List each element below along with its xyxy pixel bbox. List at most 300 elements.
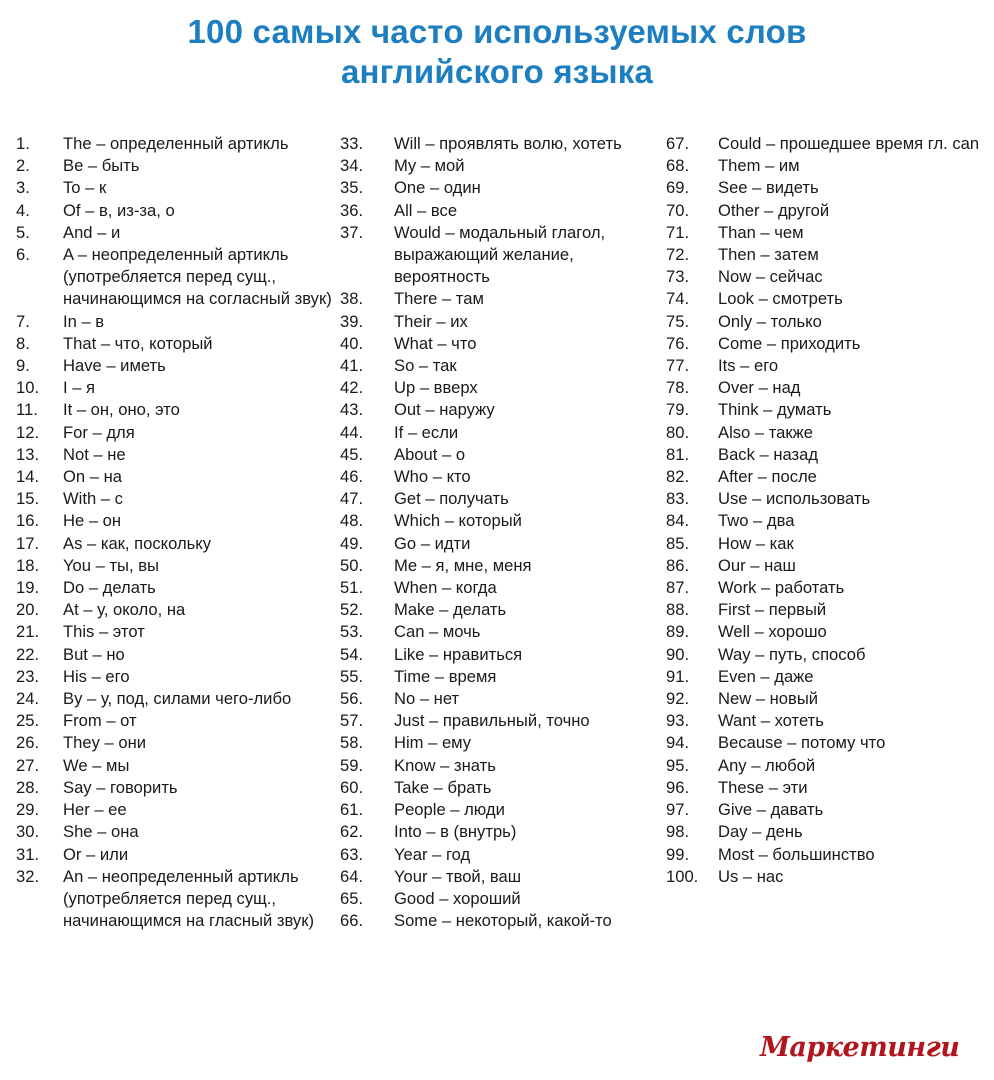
item-number: 77. <box>666 356 690 376</box>
item-text: And – и <box>63 222 121 242</box>
item-number: 62. <box>340 822 364 842</box>
item-number: 71. <box>666 222 690 242</box>
item-number: 15. <box>16 489 40 509</box>
list-item <box>16 599 336 621</box>
item-number: 23. <box>16 666 40 686</box>
item-text: Day – день <box>718 822 803 842</box>
item-text: Can – мочь <box>394 622 481 642</box>
list-item <box>666 710 986 732</box>
item-number: 69. <box>666 178 690 198</box>
item-text: For – для <box>63 422 135 442</box>
list-item <box>666 577 986 599</box>
list-item <box>340 710 660 732</box>
item-text: Them – им <box>718 156 800 176</box>
item-text: Would – модальный глагол, выражающий желание, вероятность <box>394 222 606 287</box>
item-text: Most – большинство <box>718 844 875 864</box>
list-item <box>340 355 660 377</box>
item-number: 75. <box>666 311 690 331</box>
list-item <box>340 288 660 310</box>
item-number: 76. <box>666 333 690 353</box>
item-text: Be – быть <box>63 156 140 176</box>
item-number: 79. <box>666 400 690 420</box>
list-item <box>666 133 986 155</box>
word-column-3 <box>666 133 986 888</box>
item-number: 34. <box>340 156 364 176</box>
item-number: 54. <box>340 644 364 664</box>
list-item <box>16 844 336 866</box>
list-item <box>16 399 336 421</box>
list-item <box>340 177 660 199</box>
item-text: Have – иметь <box>63 356 166 376</box>
item-text: They – они <box>63 733 147 753</box>
item-number: 41. <box>340 356 364 376</box>
item-number: 48. <box>340 511 364 531</box>
item-text: Use – использовать <box>718 489 871 509</box>
item-number: 50. <box>340 555 364 575</box>
item-text: About – о <box>394 444 466 464</box>
item-text: Some – некоторый, какой-то <box>394 911 612 931</box>
item-text: Your – твой, ваш <box>394 866 522 886</box>
item-text: On – на <box>63 467 122 487</box>
item-number: 24. <box>16 689 40 709</box>
item-number: 82. <box>666 467 690 487</box>
item-text: Get – получать <box>394 489 509 509</box>
list-item <box>16 244 336 311</box>
list-item <box>340 621 660 643</box>
item-text: Its – его <box>718 356 779 376</box>
list-item <box>666 533 986 555</box>
list-item <box>340 644 660 666</box>
item-text: Their – их <box>394 311 468 331</box>
item-text: Back – назад <box>718 444 819 464</box>
list-item <box>16 710 336 732</box>
item-text: Do – делать <box>63 578 156 598</box>
list-item <box>340 377 660 399</box>
item-number: 4. <box>16 200 30 220</box>
item-text: Up – вверх <box>394 378 478 398</box>
page-title <box>0 12 994 92</box>
item-text: All – все <box>394 200 458 220</box>
item-text: Our – наш <box>718 555 796 575</box>
item-text: Other – другой <box>718 200 830 220</box>
list-item <box>666 355 986 377</box>
item-text: Or – или <box>63 844 129 864</box>
item-text: New – новый <box>718 689 819 709</box>
list-item <box>666 644 986 666</box>
list-item <box>16 333 336 355</box>
item-text: What – что <box>394 333 477 353</box>
item-text: So – так <box>394 356 457 376</box>
item-number: 46. <box>340 467 364 487</box>
item-number: 40. <box>340 333 364 353</box>
item-text: Good – хороший <box>394 888 521 908</box>
item-text: Who – кто <box>394 467 471 487</box>
item-text: If – если <box>394 422 459 442</box>
item-number: 39. <box>340 311 364 331</box>
list-item <box>16 133 336 155</box>
list-item <box>16 821 336 843</box>
item-number: 25. <box>16 711 40 731</box>
list-item <box>666 333 986 355</box>
list-item <box>340 599 660 621</box>
list-item <box>16 510 336 532</box>
item-number: 3. <box>16 178 30 198</box>
item-text: I – я <box>63 378 96 398</box>
item-number: 66. <box>340 911 364 931</box>
item-text: Give – давать <box>718 800 824 820</box>
item-number: 68. <box>666 156 690 176</box>
item-text: Say – говорить <box>63 777 178 797</box>
item-number: 88. <box>666 600 690 620</box>
list-item <box>340 133 660 155</box>
item-text: These – эти <box>718 777 808 797</box>
list-item <box>16 200 336 222</box>
list-item <box>16 644 336 666</box>
item-text: Way – путь, способ <box>718 644 866 664</box>
item-text: Think – думать <box>718 400 832 420</box>
item-number: 16. <box>16 511 40 531</box>
item-number: 55. <box>340 666 364 686</box>
item-text: Make – делать <box>394 600 507 620</box>
item-text: From – от <box>63 711 137 731</box>
item-text: As – как, поскольку <box>63 533 212 553</box>
item-text: In – в <box>63 311 105 331</box>
list-item <box>340 422 660 444</box>
item-text: To – к <box>63 178 107 198</box>
item-text: When – когда <box>394 578 497 598</box>
item-number: 36. <box>340 200 364 220</box>
item-number: 27. <box>16 755 40 775</box>
list-item <box>340 555 660 577</box>
item-number: 86. <box>666 555 690 575</box>
item-number: 9. <box>16 356 30 376</box>
list-item <box>666 155 986 177</box>
list-item <box>666 377 986 399</box>
item-number: 95. <box>666 755 690 775</box>
item-number: 84. <box>666 511 690 531</box>
list-item <box>340 155 660 177</box>
item-number: 7. <box>16 311 30 331</box>
item-text: My – мой <box>394 156 465 176</box>
list-item <box>340 577 660 599</box>
list-item <box>666 311 986 333</box>
item-number: 83. <box>666 489 690 509</box>
list-item <box>16 311 336 333</box>
item-text: Which – который <box>394 511 522 531</box>
item-text: This – этот <box>63 622 145 642</box>
item-text: Well – хорошо <box>718 622 827 642</box>
list-item <box>666 844 986 866</box>
item-number: 13. <box>16 444 40 464</box>
item-number: 96. <box>666 777 690 797</box>
item-text: At – у, около, на <box>63 600 186 620</box>
item-number: 12. <box>16 422 40 442</box>
word-column-2 <box>340 133 660 932</box>
item-text: One – один <box>394 178 481 198</box>
list-item <box>16 533 336 555</box>
item-number: 61. <box>340 800 364 820</box>
title-line-1: 100 самых часто используемых слов <box>187 13 807 50</box>
item-number: 89. <box>666 622 690 642</box>
list-item <box>666 444 986 466</box>
item-number: 18. <box>16 555 40 575</box>
item-number: 14. <box>16 467 40 487</box>
item-number: 70. <box>666 200 690 220</box>
list-item <box>340 799 660 821</box>
item-text: His – его <box>63 666 130 686</box>
list-item <box>16 688 336 710</box>
item-number: 91. <box>666 666 690 686</box>
item-text: Also – также <box>718 422 813 442</box>
item-number: 6. <box>16 245 30 265</box>
list-item <box>666 621 986 643</box>
list-item <box>340 688 660 710</box>
item-number: 1. <box>16 134 30 153</box>
item-number: 8. <box>16 333 30 353</box>
item-text: You – ты, вы <box>63 555 159 575</box>
item-text: First – первый <box>718 600 827 620</box>
item-number: 45. <box>340 444 364 464</box>
list-item <box>340 732 660 754</box>
item-text: The – определенный артикль <box>63 134 289 153</box>
list-item <box>340 510 660 532</box>
item-number: 78. <box>666 378 690 398</box>
item-number: 33. <box>340 134 364 153</box>
item-number: 65. <box>340 888 364 908</box>
item-number: 51. <box>340 578 364 598</box>
item-text: People – люди <box>394 800 505 820</box>
item-text: Him – ему <box>394 733 472 753</box>
item-number: 11. <box>16 400 38 420</box>
list-item <box>340 866 660 888</box>
list-item <box>340 444 660 466</box>
list-item <box>340 533 660 555</box>
item-text: Over – над <box>718 378 801 398</box>
item-text: Me – я, мне, меня <box>394 555 532 575</box>
list-item <box>666 288 986 310</box>
item-number: 19. <box>16 578 40 598</box>
item-text: But – но <box>63 644 125 664</box>
item-number: 22. <box>16 644 40 664</box>
item-text: Only – только <box>718 311 822 331</box>
item-number: 30. <box>16 822 40 842</box>
list-item <box>666 222 986 244</box>
list-item <box>340 488 660 510</box>
item-text: With – с <box>63 489 123 509</box>
list-item <box>16 621 336 643</box>
item-number: 57. <box>340 711 364 731</box>
item-text: Look – смотреть <box>718 289 843 309</box>
item-number: 31. <box>16 844 40 864</box>
item-text: Go – идти <box>394 533 471 553</box>
item-number: 26. <box>16 733 40 753</box>
item-number: 56. <box>340 689 364 709</box>
list-item <box>666 732 986 754</box>
item-text: Just – правильный, точно <box>394 711 590 731</box>
item-number: 64. <box>340 866 364 886</box>
list-item <box>666 599 986 621</box>
item-number: 67. <box>666 134 690 153</box>
item-number: 87. <box>666 578 690 598</box>
brand-logo: Маркетинги <box>760 1032 960 1063</box>
item-text: Us – нас <box>718 866 784 886</box>
item-number: 5. <box>16 222 30 242</box>
list-item <box>16 577 336 599</box>
item-number: 72. <box>666 245 690 265</box>
item-number: 53. <box>340 622 364 642</box>
list-item <box>16 799 336 821</box>
title-line-2: английского языка <box>340 53 654 90</box>
item-text: Will – проявлять волю, хотеть <box>394 134 622 153</box>
item-text: No – нет <box>394 689 460 709</box>
list-item <box>340 777 660 799</box>
item-number: 99. <box>666 844 690 864</box>
list-item <box>16 732 336 754</box>
item-text: Come – приходить <box>718 333 861 353</box>
list-item <box>666 666 986 688</box>
item-text: Work – работать <box>718 578 845 598</box>
item-text: Her – ее <box>63 800 127 820</box>
list-item <box>666 422 986 444</box>
list-item <box>340 200 660 222</box>
item-number: 94. <box>666 733 690 753</box>
item-number: 28. <box>16 777 40 797</box>
list-item <box>666 821 986 843</box>
item-text: Want – хотеть <box>718 711 824 731</box>
list-item <box>340 333 660 355</box>
item-number: 2. <box>16 156 30 176</box>
item-number: 49. <box>340 533 364 553</box>
item-number: 58. <box>340 733 364 753</box>
item-number: 52. <box>340 600 364 620</box>
list-item <box>340 466 660 488</box>
item-number: 74. <box>666 289 690 309</box>
list-item <box>340 666 660 688</box>
item-text: Take – брать <box>394 777 492 797</box>
list-item <box>666 799 986 821</box>
list-item <box>16 177 336 199</box>
list-item <box>666 866 986 888</box>
item-text: Know – знать <box>394 755 496 775</box>
item-number: 59. <box>340 755 364 775</box>
item-number: 37. <box>340 222 364 242</box>
item-text: Because – потому что <box>718 733 886 753</box>
item-number: 92. <box>666 689 690 709</box>
item-text: How – как <box>718 533 794 553</box>
item-text: Two – два <box>718 511 795 531</box>
item-text: Like – нравиться <box>394 644 523 664</box>
item-text: It – он, оно, это <box>63 400 180 420</box>
list-item <box>666 777 986 799</box>
item-text: There – там <box>394 289 484 309</box>
item-number: 42. <box>340 378 364 398</box>
list-item <box>340 311 660 333</box>
list-item <box>16 422 336 444</box>
list-item <box>666 510 986 532</box>
item-number: 10. <box>16 378 40 398</box>
item-text: Time – время <box>394 666 497 686</box>
list-item <box>16 555 336 577</box>
list-item <box>16 444 336 466</box>
item-text: See – видеть <box>718 178 819 198</box>
list-item <box>340 399 660 421</box>
list-item <box>16 866 336 933</box>
item-text: Year – год <box>394 844 471 864</box>
item-text: We – мы <box>63 755 130 775</box>
list-item <box>16 777 336 799</box>
item-number: 21. <box>16 622 40 642</box>
item-text: She – она <box>63 822 139 842</box>
list-item <box>16 377 336 399</box>
word-column-1 <box>16 133 336 932</box>
item-number: 29. <box>16 800 40 820</box>
list-item <box>340 222 660 289</box>
list-item <box>666 688 986 710</box>
item-text: Now – сейчас <box>718 267 823 287</box>
list-item <box>666 266 986 288</box>
item-text: Then – затем <box>718 245 819 265</box>
item-text: Not – не <box>63 444 126 464</box>
item-number: 43. <box>340 400 364 420</box>
list-item <box>666 399 986 421</box>
item-number: 81. <box>666 444 690 464</box>
item-number: 90. <box>666 644 690 664</box>
list-item <box>666 177 986 199</box>
item-text: An – неопределенный артикль (употребляется перед сущ., начинающимся на гласный звук) <box>63 866 315 931</box>
item-number: 80. <box>666 422 690 442</box>
item-number: 63. <box>340 844 364 864</box>
item-text: Into – в (внутрь) <box>394 822 517 842</box>
item-number: 38. <box>340 289 364 309</box>
list-item <box>666 488 986 510</box>
item-text: Than – чем <box>718 222 804 242</box>
item-text: Even – даже <box>718 666 814 686</box>
list-item <box>16 755 336 777</box>
list-item <box>340 844 660 866</box>
item-text: By – у, под, силами чего-либо <box>63 689 292 709</box>
item-text: Could – прошедшее время гл. can <box>718 134 980 153</box>
item-number: 85. <box>666 533 690 553</box>
item-text: Any – любой <box>718 755 816 775</box>
item-number: 47. <box>340 489 364 509</box>
item-text: After – после <box>718 467 817 487</box>
list-item <box>16 155 336 177</box>
list-item <box>340 821 660 843</box>
item-number: 100. <box>666 866 699 886</box>
item-text: Out – наружу <box>394 400 495 420</box>
item-number: 73. <box>666 267 690 287</box>
item-number: 97. <box>666 800 690 820</box>
list-item <box>16 222 336 244</box>
list-item <box>16 488 336 510</box>
list-item <box>16 466 336 488</box>
item-text: A – неопределенный артикль (употребляется перед сущ., начинающимся на согласный звук) <box>63 245 332 309</box>
list-item <box>340 755 660 777</box>
item-number: 60. <box>340 777 364 797</box>
item-number: 35. <box>340 178 364 198</box>
item-text: Of – в, из-за, о <box>63 200 175 220</box>
item-number: 93. <box>666 711 690 731</box>
item-number: 44. <box>340 422 364 442</box>
list-item <box>340 888 660 910</box>
item-text: That – что, который <box>63 333 213 353</box>
list-item <box>666 200 986 222</box>
item-text: He – он <box>63 511 122 531</box>
list-item <box>666 466 986 488</box>
list-item <box>666 555 986 577</box>
list-item <box>666 244 986 266</box>
item-number: 17. <box>16 533 40 553</box>
